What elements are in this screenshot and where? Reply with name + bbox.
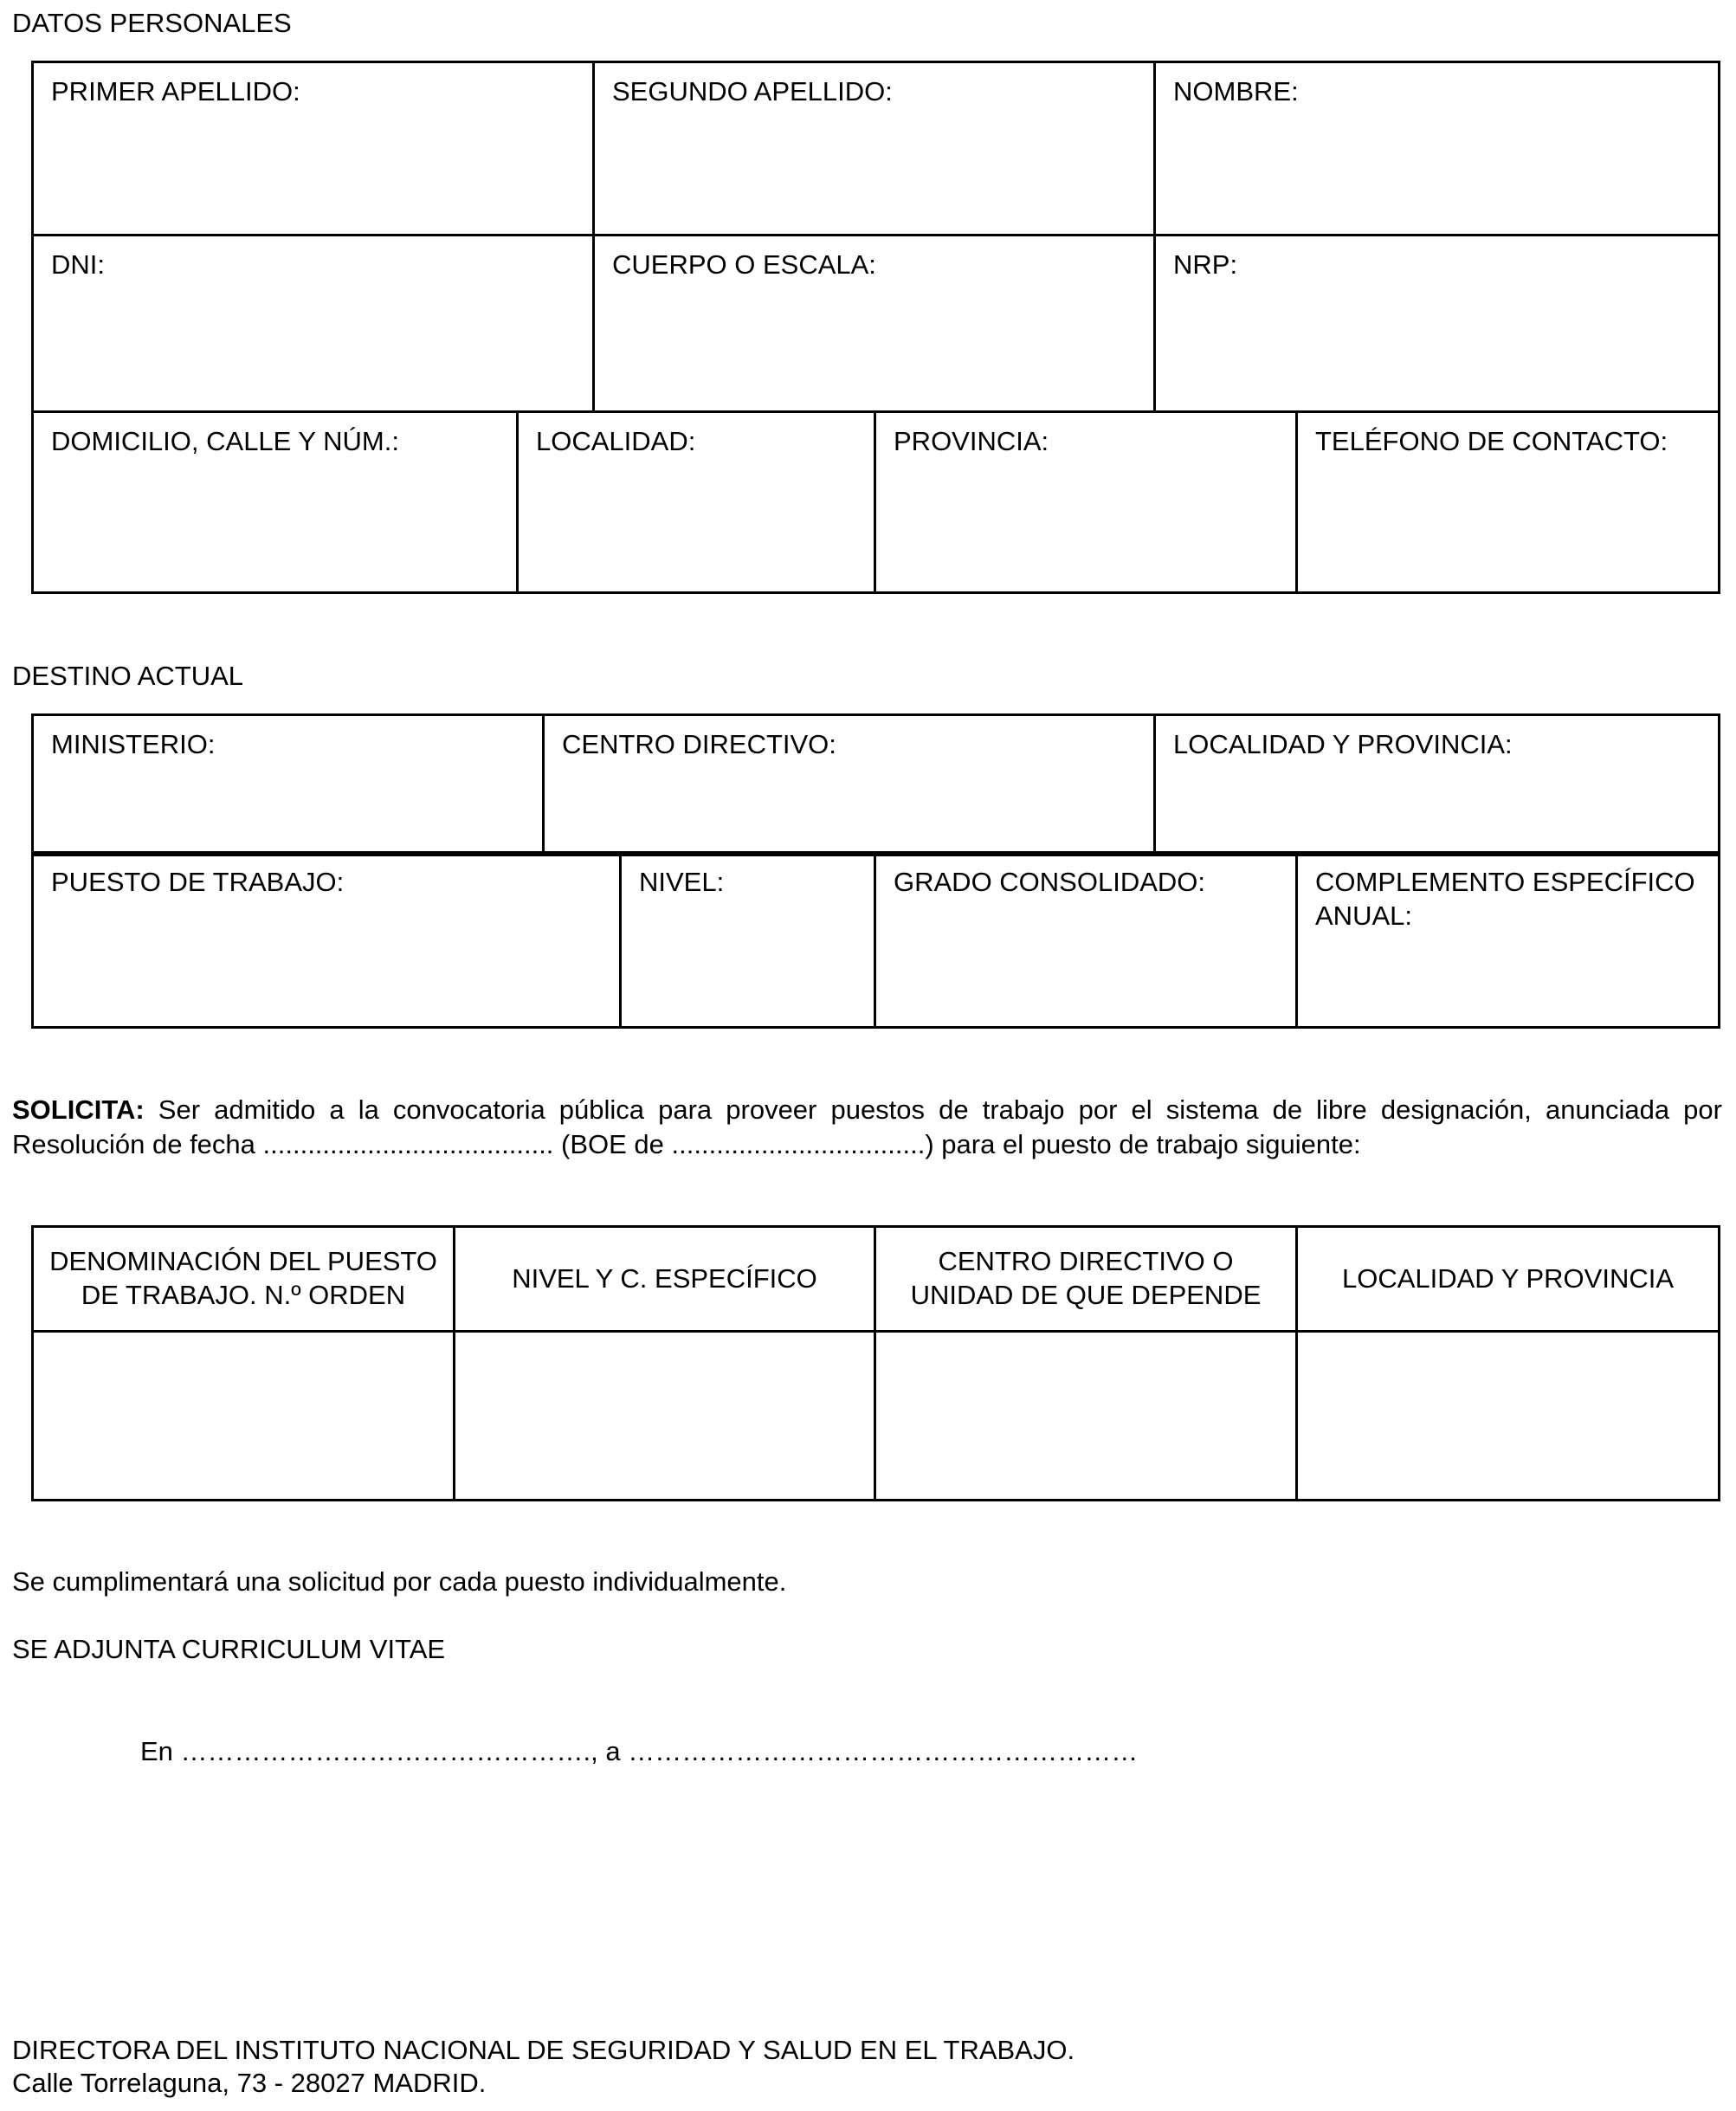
place-date-line: En ………………………………………., a ………………………………………………… <box>140 1736 1139 1766</box>
solicita-label: SOLICITA: <box>12 1094 145 1125</box>
provincia-field[interactable]: PROVINCIA: <box>875 412 1297 593</box>
header-localidad-provincia: LOCALIDAD Y PROVINCIA <box>1297 1227 1720 1332</box>
nivel-cell[interactable] <box>455 1332 875 1501</box>
dni-field[interactable]: DNI: <box>33 236 594 412</box>
telefono-field[interactable]: TELÉFONO DE CONTACTO: <box>1297 412 1720 593</box>
puesto-trabajo-field[interactable]: PUESTO DE TRABAJO: <box>33 853 621 1028</box>
denominacion-cell[interactable] <box>33 1332 455 1501</box>
solicita-paragraph <box>12 1093 1722 1162</box>
domicilio-field[interactable]: DOMICILIO, CALLE Y NÚM.: <box>33 412 518 593</box>
datos-personales-table-top <box>31 61 1720 413</box>
centro-directivo-cell[interactable] <box>875 1332 1297 1501</box>
addressee-line-2: Calle Torrelaguna, 73 - 28027 MADRID. <box>12 2068 487 2098</box>
nombre-field[interactable]: NOMBRE: <box>1155 62 1720 236</box>
puesto-solicitado-table <box>31 1225 1720 1501</box>
grado-consolidado-field[interactable]: GRADO CONSOLIDADO: <box>875 853 1297 1028</box>
destino-actual-table-top <box>31 713 1720 856</box>
destino-actual-title: DESTINO ACTUAL <box>12 661 243 691</box>
localidad-field[interactable]: LOCALIDAD: <box>518 412 875 593</box>
attachment-line: SE ADJUNTA CURRICULUM VITAE <box>12 1634 446 1664</box>
nivel-field[interactable]: NIVEL: <box>621 853 875 1028</box>
datos-personales-title: DATOS PERSONALES <box>12 8 292 38</box>
ministerio-field[interactable]: MINISTERIO: <box>33 715 544 855</box>
segundo-apellido-field[interactable]: SEGUNDO APELLIDO: <box>594 62 1155 236</box>
header-denominacion: DENOMINACIÓN DEL PUESTO DE TRABAJO. N.º ORDEN <box>33 1227 455 1332</box>
solicita-text: Ser admitido a la convocatoria pública para proveer puestos de trabajo por el sistema de libre designación, anunciada por Resolución de fecha ....................................... (BOE de ..................................) para el puesto de trabajo siguiente: <box>12 1094 1722 1159</box>
localidad-provincia-cell[interactable] <box>1297 1332 1720 1501</box>
header-centro-directivo: CENTRO DIRECTIVO O UNIDAD DE QUE DEPENDE <box>875 1227 1297 1332</box>
note-line: Se cumplimentará una solicitud por cada puesto individualmente. <box>12 1566 787 1597</box>
nrp-field[interactable]: NRP: <box>1155 236 1720 412</box>
datos-personales-table-bottom <box>31 410 1720 594</box>
complemento-especifico-field[interactable]: COMPLEMENTO ESPECÍFICO ANUAL: <box>1297 853 1720 1028</box>
header-nivel: NIVEL Y C. ESPECÍFICO <box>455 1227 875 1332</box>
centro-directivo-field[interactable]: CENTRO DIRECTIVO: <box>544 715 1155 855</box>
addressee-line-1: DIRECTORA DEL INSTITUTO NACIONAL DE SEGURIDAD Y SALUD EN EL TRABAJO. <box>12 2035 1075 2065</box>
primer-apellido-field[interactable]: PRIMER APELLIDO: <box>33 62 594 236</box>
cuerpo-escala-field[interactable]: CUERPO O ESCALA: <box>594 236 1155 412</box>
localidad-provincia-field[interactable]: LOCALIDAD Y PROVINCIA: <box>1155 715 1720 855</box>
destino-actual-table-bottom <box>31 851 1720 1029</box>
